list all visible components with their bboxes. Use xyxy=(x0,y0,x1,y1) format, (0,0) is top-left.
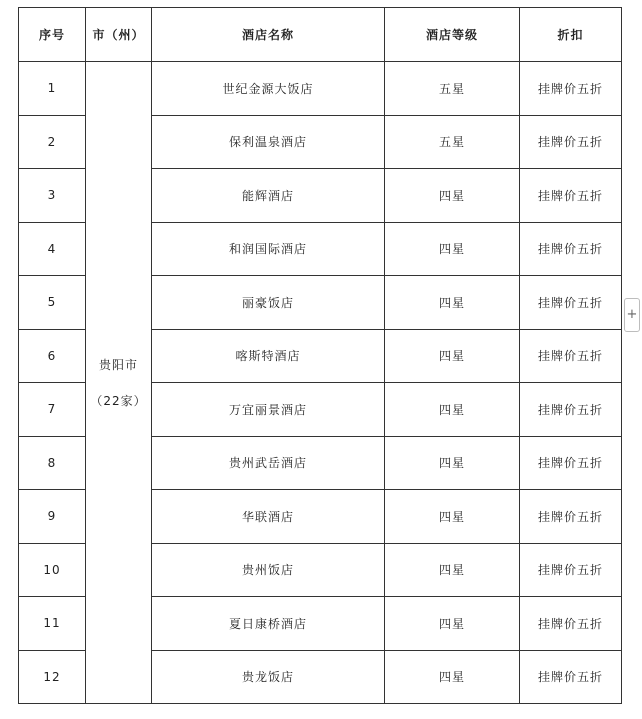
header-hotel-name: 酒店名称 xyxy=(152,8,385,62)
row-index: 3 xyxy=(19,169,86,223)
header-index: 序号 xyxy=(19,8,86,62)
row-index: 8 xyxy=(19,436,86,490)
hotel-grade: 四星 xyxy=(385,543,520,597)
row-index: 6 xyxy=(19,329,86,383)
hotel-discount: 挂牌价五折 xyxy=(520,115,622,169)
hotel-name: 世纪金源大饭店 xyxy=(152,62,385,116)
hotel-grade: 四星 xyxy=(385,436,520,490)
hotel-grade: 四星 xyxy=(385,222,520,276)
row-index: 10 xyxy=(19,543,86,597)
hotel-discount: 挂牌价五折 xyxy=(520,436,622,490)
hotel-discount: 挂牌价五折 xyxy=(520,490,622,544)
hotel-grade: 四星 xyxy=(385,329,520,383)
hotel-name: 丽豪饭店 xyxy=(152,276,385,330)
hotel-name: 保利温泉酒店 xyxy=(152,115,385,169)
hotel-grade: 四星 xyxy=(385,650,520,704)
header-hotel-grade: 酒店等级 xyxy=(385,8,520,62)
hotel-name: 华联酒店 xyxy=(152,490,385,544)
hotel-name: 和润国际酒店 xyxy=(152,222,385,276)
hotel-discount: 挂牌价五折 xyxy=(520,383,622,437)
hotel-discount: 挂牌价五折 xyxy=(520,276,622,330)
table-row xyxy=(19,62,622,116)
hotel-grade: 四星 xyxy=(385,490,520,544)
row-index: 11 xyxy=(19,597,86,651)
hotel-grade: 五星 xyxy=(385,115,520,169)
row-index: 1 xyxy=(19,62,86,116)
plus-icon: + xyxy=(626,307,638,322)
hotel-grade: 四星 xyxy=(385,597,520,651)
hotel-discount: 挂牌价五折 xyxy=(520,543,622,597)
table-header-row xyxy=(19,8,622,62)
hotel-grade: 四星 xyxy=(385,383,520,437)
city-name: 贵阳市 xyxy=(98,357,138,372)
row-index: 5 xyxy=(19,276,86,330)
header-city: 市（州） xyxy=(86,8,152,62)
hotel-discount: 挂牌价五折 xyxy=(520,650,622,704)
city-hotel-count: （22家） xyxy=(90,393,147,408)
add-row-button[interactable] xyxy=(624,298,640,332)
row-index: 12 xyxy=(19,650,86,704)
hotel-grade: 四星 xyxy=(385,169,520,223)
hotel-name: 夏日康桥酒店 xyxy=(152,597,385,651)
hotel-name: 贵州武岳酒店 xyxy=(152,436,385,490)
row-index: 4 xyxy=(19,222,86,276)
hotel-discount: 挂牌价五折 xyxy=(520,169,622,223)
hotel-name: 贵州饭店 xyxy=(152,543,385,597)
hotel-grade: 四星 xyxy=(385,276,520,330)
hotel-discount: 挂牌价五折 xyxy=(520,329,622,383)
city-cell xyxy=(86,62,152,704)
hotel-name: 万宜丽景酒店 xyxy=(152,383,385,437)
row-index: 2 xyxy=(19,115,86,169)
hotel-discount: 挂牌价五折 xyxy=(520,597,622,651)
row-index: 9 xyxy=(19,490,86,544)
hotel-grade: 五星 xyxy=(385,62,520,116)
hotel-discount-table xyxy=(18,7,622,704)
row-index: 7 xyxy=(19,383,86,437)
header-discount: 折扣 xyxy=(520,8,622,62)
hotel-name: 能辉酒店 xyxy=(152,169,385,223)
hotel-name: 喀斯特酒店 xyxy=(152,329,385,383)
hotel-name: 贵龙饭店 xyxy=(152,650,385,704)
hotel-discount: 挂牌价五折 xyxy=(520,222,622,276)
hotel-discount: 挂牌价五折 xyxy=(520,62,622,116)
